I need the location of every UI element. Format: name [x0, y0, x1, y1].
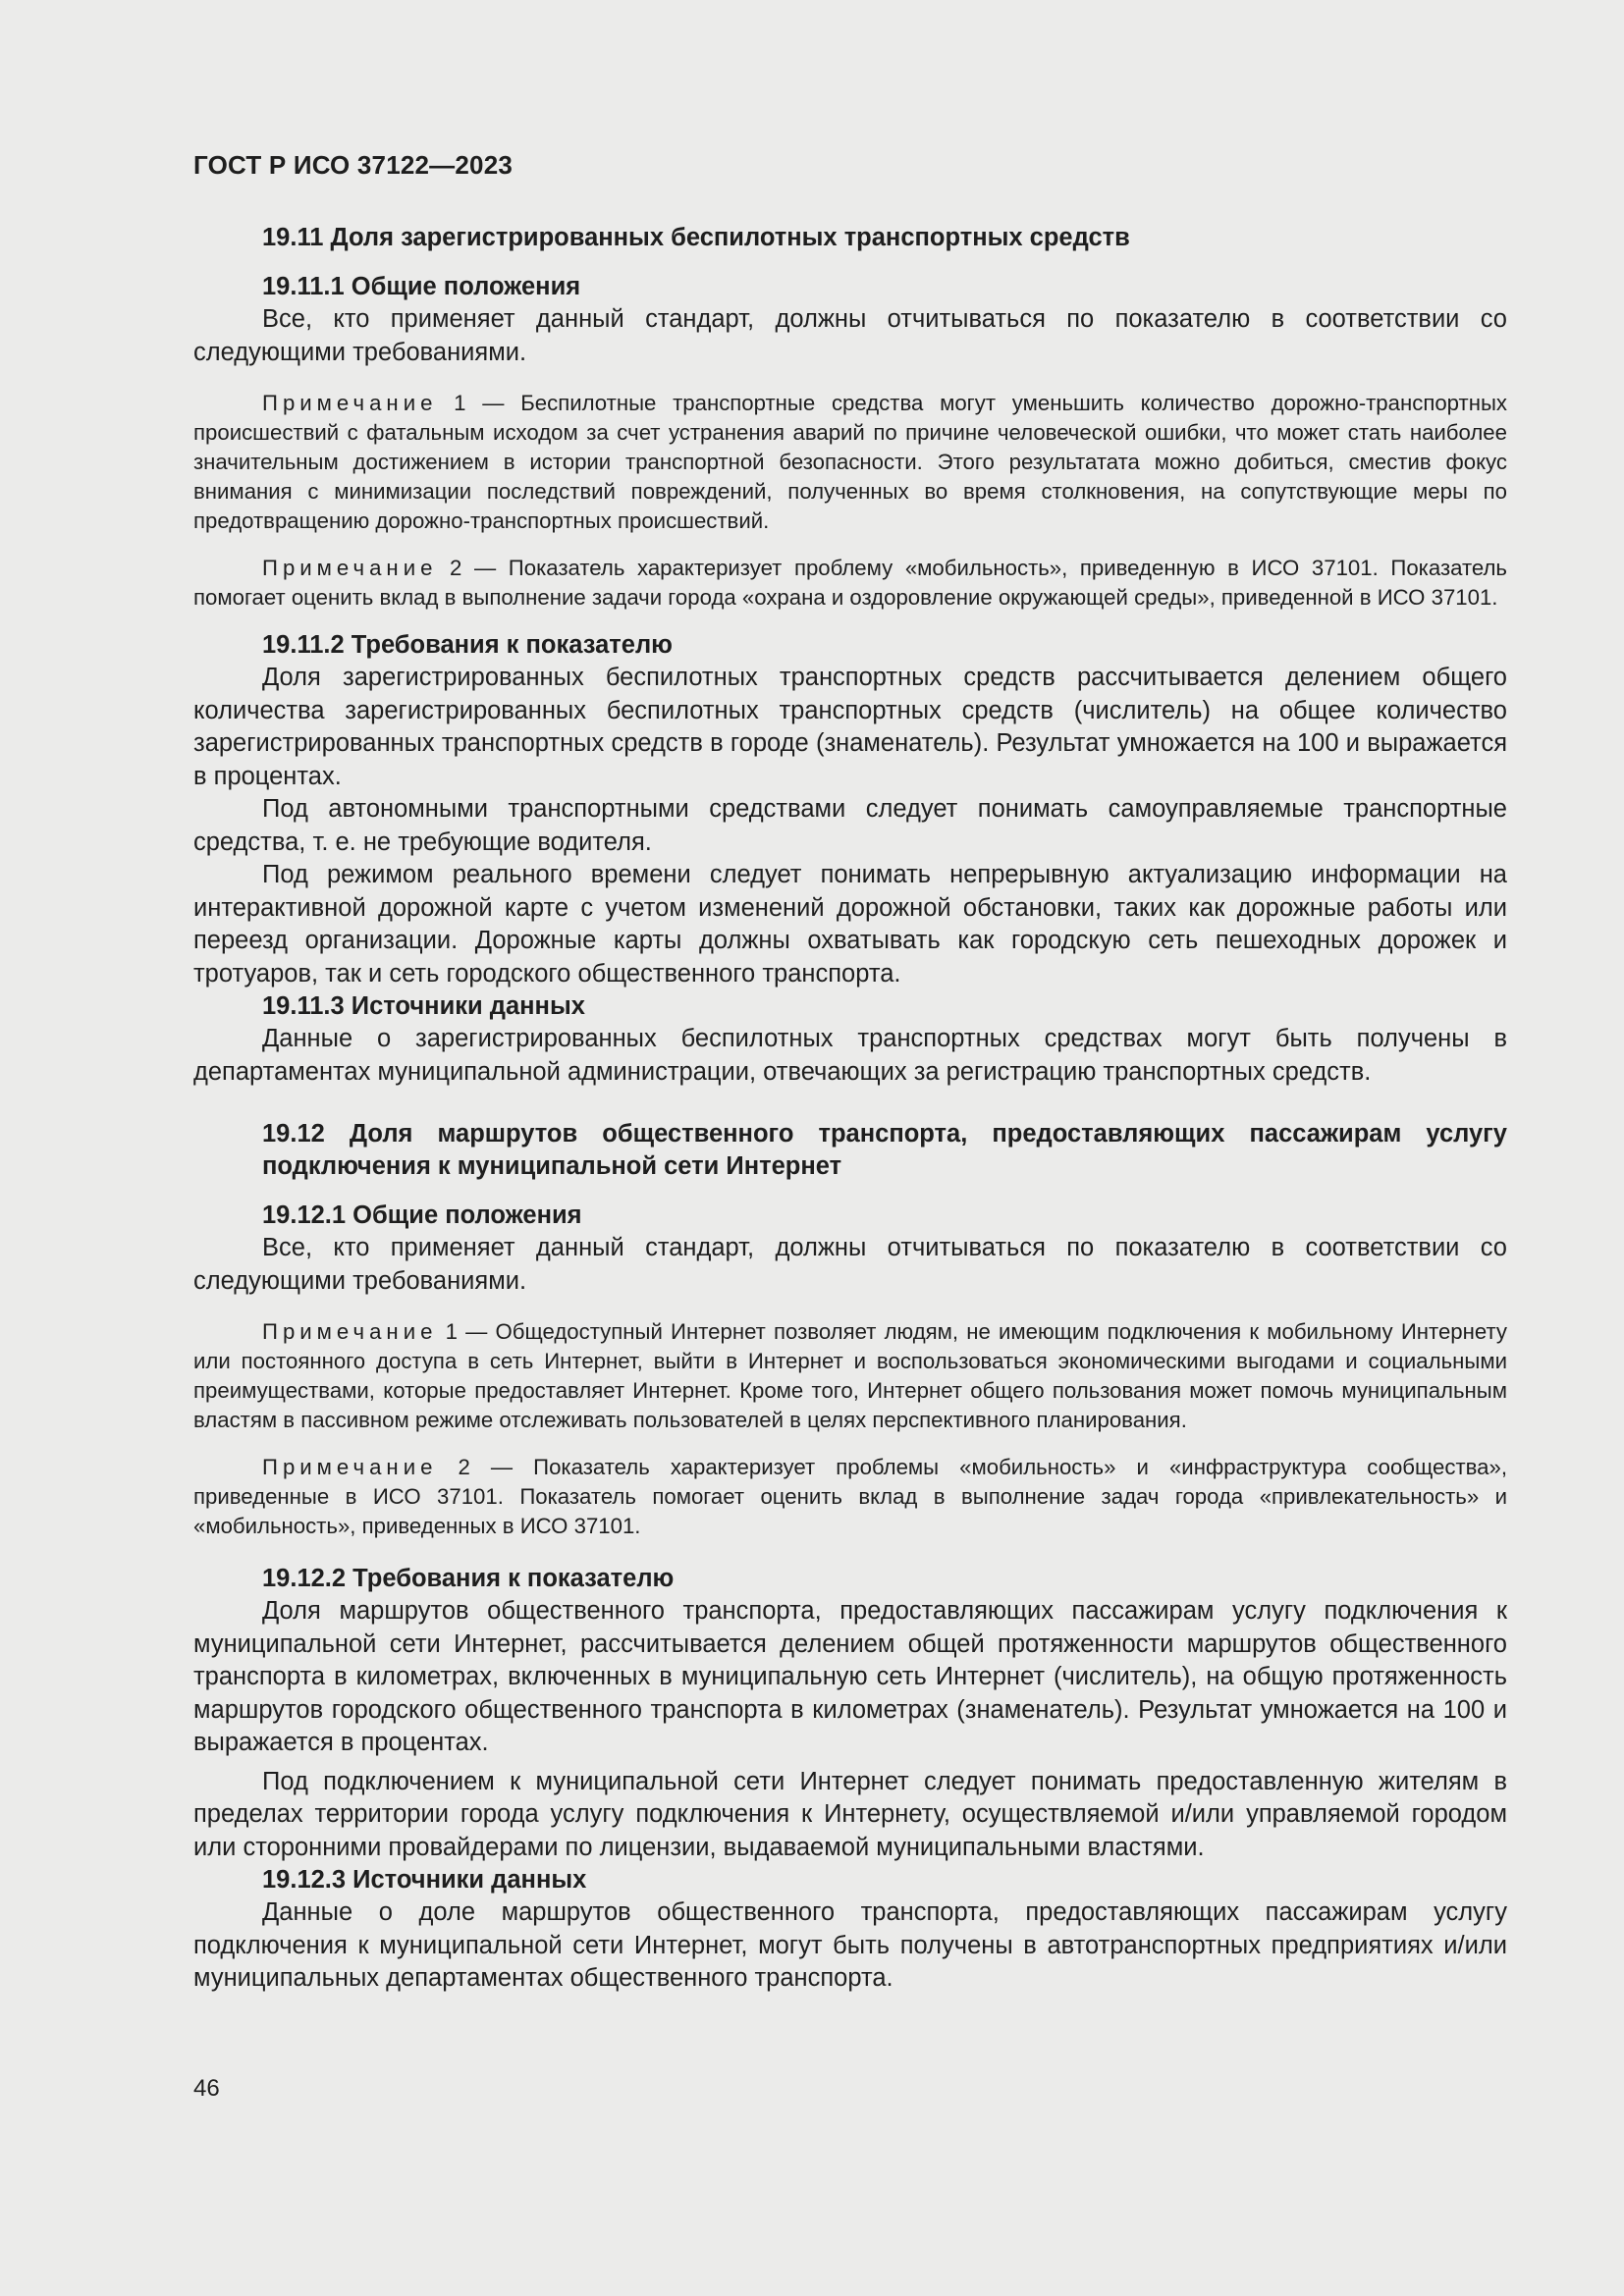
subsection-19-11-2-title: 19.11.2 Требования к показателю: [262, 631, 673, 659]
subsection-19-11-1-title: 19.11.1 Общие положения: [262, 273, 581, 300]
paragraph: Доля зарегистрированных беспилотных транспортных средств рассчитывается делением общего количества зарегистрированных беспилотных транспортных средств (числитель) на общее количество зарегистрированных транспортных средств в городе (знаменатель). Результат умножается на 100 и выражается в процентах.: [193, 664, 1507, 790]
note-text: 1 — Общедоступный Интернет позволяет людям, не имеющим подключения к мобильному Интернету или постоянного доступа в сеть Интернет, выйти в Интернет и воспользоваться экономическими выгодами и социальными преимуществами, которые предоставляет Интернет. Кроме того, Интернет общего пользования может помочь муниципальным властям в пассивном режиме отслеживать пользователей в целях перспективного планирования.: [193, 1319, 1507, 1432]
paragraph: Под автономными транспортными средствами следует понимать самоуправляемые транспортные средства, т. е. не требующие водителя.: [193, 795, 1507, 856]
note: [193, 554, 1507, 613]
paragraph: Доля маршрутов общественного транспорта, предоставляющих пассажирам услугу подключения к муниципальной сети Интернет, рассчитывается делением общей протяженности маршрутов общественного транспорта в километрах, включенных в муниципальную сеть Интернет (числитель), на общую протяженность маршрутов городского общественного транспорта в километрах (знаменатель). Результат умножается на 100 и выражается в процентах.: [193, 1597, 1507, 1756]
subsection-19-11-3-title: 19.11.3 Источники данных: [262, 992, 585, 1020]
page-content: [193, 222, 1507, 1996]
note-label: Примечание: [262, 1455, 438, 1479]
subsection-19-12-2-title: 19.12.2 Требования к показателю: [262, 1565, 675, 1592]
note: [193, 1453, 1507, 1541]
note-text: 2 — Показатель характеризует проблему «мобильность», приведенную в ИСО 37101. Показатель помогает оценить вклад в выполнение задачи города «охрана и оздоровление окружающей среды», приведенной в ИСО 37101.: [193, 556, 1507, 610]
paragraph: Все, кто применяет данный стандарт, должны отчитываться по показателю в соответствии со следующими требованиями.: [193, 305, 1507, 366]
subsection-19-12-3-title: 19.12.3 Источники данных: [262, 1866, 587, 1894]
note-label: Примечание: [262, 391, 438, 415]
note-text: 2 — Показатель характеризует проблемы «мобильность» и «инфраструктура сообщества», приведенные в ИСО 37101. Показатель помогает оценить вклад в выполнение задач города «привлекательность» и «мобильность», приведенных в ИСО 37101.: [193, 1455, 1507, 1538]
page-number: 46: [193, 2075, 220, 2102]
paragraph: Все, кто применяет данный стандарт, должны отчитываться по показателю в соответствии со следующими требованиями.: [193, 1234, 1507, 1295]
note: [193, 1317, 1507, 1435]
paragraph: Данные о зарегистрированных беспилотных транспортных средствах могут быть получены в департаментах муниципальной администрации, отвечающих за регистрацию транспортных средств.: [193, 1025, 1507, 1086]
note-label: Примечание: [262, 556, 438, 580]
document-page: [193, 0, 1507, 2296]
subsection-19-12-1-title: 19.12.1 Общие положения: [262, 1201, 582, 1229]
note: [193, 389, 1507, 536]
section-19-12-title: 19.12 Доля маршрутов общественного транспорта, предоставляющих пассажирам услугу подключения к муниципальной сети Интернет: [262, 1120, 1507, 1180]
section-19-11-title: 19.11 Доля зарегистрированных беспилотных транспортных средств: [262, 224, 1130, 251]
paragraph: Под режимом реального времени следует понимать непрерывную актуализацию информации на интерактивной дорожной карте с учетом изменений дорожной обстановки, таких как дорожные работы или переезд организации. Дорожные карты должны охватывать как городскую сеть пешеходных дорожек и тротуаров, так и сеть городского общественного транспорта.: [193, 861, 1507, 988]
note-text: 1 — Беспилотные транспортные средства могут уменьшить количество дорожно-транспортных происшествий с фатальным исходом за счет устранения аварий по причине человеческой ошибки, что может стать наиболее значительным достижением в истории транспортной безопасности. Этого результатата можно добиться, сместив фокус внимания с минимизации последствий повреждений, полученных во время столкновения, на сопутствующие меры по предотвращению дорожно-транспортных происшествий.: [193, 391, 1507, 533]
paragraph: Под подключением к муниципальной сети Интернет следует понимать предоставленную жителям в пределах территории города услугу подключения к Интернету, осуществляемой и/или управляемой городом или сторонними провайдерами по лицензии, выдаваемой муниципальными властями.: [193, 1767, 1507, 1861]
document-code-header: ГОСТ Р ИСО 37122—2023: [193, 150, 514, 180]
paragraph: Данные о доле маршрутов общественного транспорта, предоставляющих пассажирам услугу подключения к муниципальной сети Интернет, могут быть получены в автотранспортных предприятиях и/или муниципальных департаментах общественного транспорта.: [193, 1898, 1507, 1992]
note-label: Примечание: [262, 1319, 438, 1344]
